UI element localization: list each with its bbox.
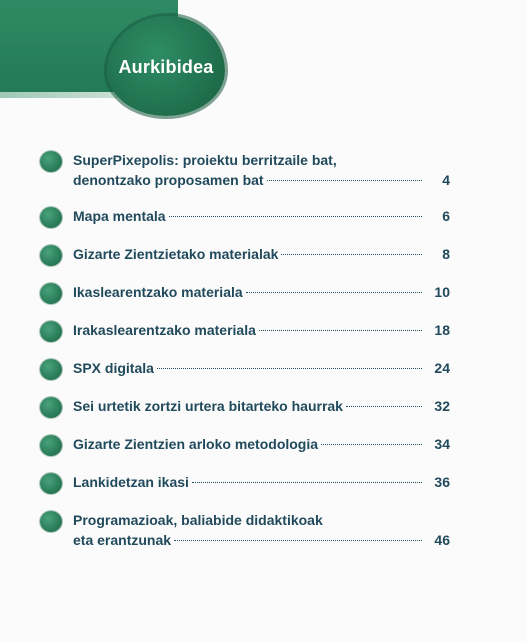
dot-leader bbox=[192, 482, 422, 483]
toc-entry-label: Irakaslearentzako materiala bbox=[73, 322, 256, 338]
bullet-icon bbox=[40, 435, 62, 456]
dot-leader bbox=[259, 330, 422, 331]
toc-entry-programazioak[interactable] bbox=[40, 510, 450, 550]
header-band-shadow bbox=[0, 92, 130, 98]
title-blob bbox=[107, 16, 225, 116]
toc-entry-gizarte-zientzietako-materialak[interactable] bbox=[40, 244, 450, 266]
bullet-icon bbox=[40, 207, 62, 228]
toc-entry-label: denontzako proposamen bat bbox=[73, 172, 264, 188]
dot-leader bbox=[321, 444, 422, 445]
bullet-icon bbox=[40, 359, 62, 380]
toc-page-number: 46 bbox=[434, 532, 450, 548]
dot-leader bbox=[174, 540, 422, 541]
toc-entry-mapa-mentala[interactable] bbox=[40, 206, 450, 228]
toc-page-number: 36 bbox=[434, 474, 450, 490]
bullet-icon bbox=[40, 321, 62, 342]
dot-leader bbox=[169, 216, 422, 217]
toc-entry-label: eta erantzunak bbox=[73, 532, 172, 548]
toc-entry-label: Sei urtetik zortzi urtera bitarteko haurrak bbox=[73, 398, 343, 414]
table-of-contents bbox=[40, 150, 450, 566]
toc-entry-sei-urtetik[interactable] bbox=[40, 396, 450, 418]
dot-leader bbox=[157, 368, 422, 369]
bullet-icon bbox=[40, 151, 62, 172]
toc-entry-label: Programazioak, baliabide didaktikoak bbox=[73, 512, 323, 528]
toc-entry-label: Mapa mentala bbox=[73, 208, 166, 224]
toc-entry-label: Ikaslearentzako materiala bbox=[73, 284, 243, 300]
toc-entry-label: Gizarte Zientzietako materialak bbox=[73, 246, 279, 262]
bullet-icon bbox=[40, 473, 62, 494]
bullet-icon bbox=[40, 245, 62, 266]
dot-leader bbox=[281, 254, 422, 255]
toc-page-number: 4 bbox=[442, 172, 450, 188]
dot-leader bbox=[267, 180, 422, 181]
toc-page-number: 8 bbox=[442, 246, 450, 262]
dot-leader bbox=[346, 406, 422, 407]
dot-leader bbox=[246, 292, 422, 293]
toc-entry-label: Gizarte Zientzien arloko metodologia bbox=[73, 436, 319, 452]
toc-page-number: 34 bbox=[434, 436, 450, 452]
toc-page-number: 32 bbox=[434, 398, 450, 414]
bullet-icon bbox=[40, 283, 62, 304]
bullet-icon bbox=[40, 511, 62, 532]
toc-page-number: 10 bbox=[434, 284, 450, 300]
toc-page-number: 24 bbox=[434, 360, 450, 376]
page-title: Aurkibidea bbox=[118, 56, 214, 77]
toc-entry-irakaslearentzako-materiala[interactable] bbox=[40, 320, 450, 342]
bullet-icon bbox=[40, 397, 62, 418]
toc-entry-label: SPX digitala bbox=[73, 360, 154, 376]
toc-entry-lankidetzan-ikasi[interactable] bbox=[40, 472, 450, 494]
toc-page-number: 18 bbox=[434, 322, 450, 338]
toc-entry-metodologia[interactable] bbox=[40, 434, 450, 456]
toc-page-number: 6 bbox=[442, 208, 450, 224]
toc-entry-label: Lankidetzan ikasi bbox=[73, 474, 189, 490]
toc-entry-spx-digitala[interactable] bbox=[40, 358, 450, 380]
toc-entry-ikaslearentzako-materiala[interactable] bbox=[40, 282, 450, 304]
toc-entry-label: SuperPixepolis: proiektu berritzaile bat, bbox=[73, 152, 337, 168]
toc-entry-superpixepolis[interactable] bbox=[40, 150, 450, 190]
